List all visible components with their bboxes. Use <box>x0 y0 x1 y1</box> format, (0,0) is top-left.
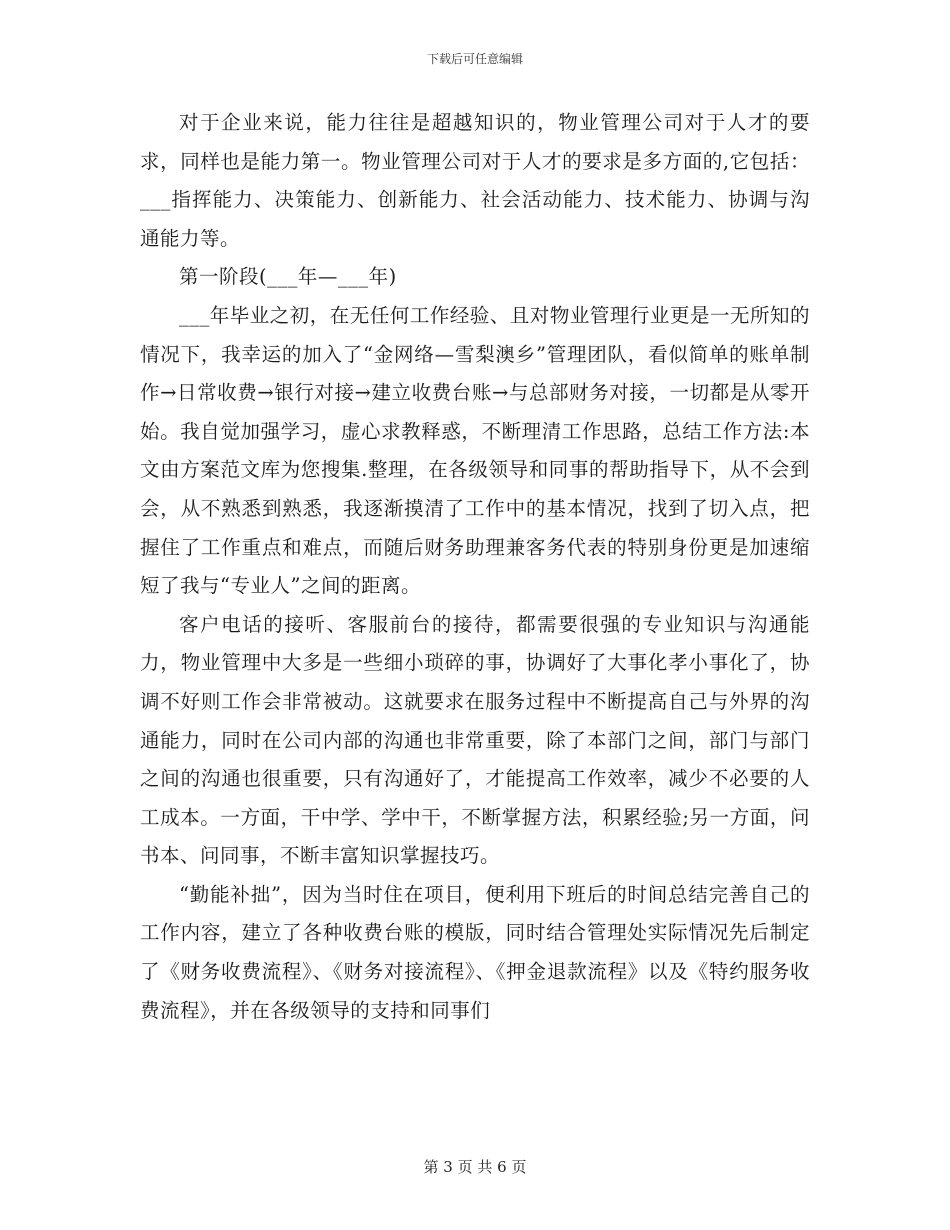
paragraph-communication: 客户电话的接听、客服前台的接待，都需要很强的专业知识与沟通能力，物业管理中大多是一些细小琐碎的事，协调好了大事化孝小事化了，协调不好则工作会非常被动。这就要求在服务过程中不断提高自己与外界的沟通能力，同时在公司内部的沟通也非常重要，除了本部门之间，部门与部门之间的沟通也很重要，只有沟通好了，才能提高工作效率，减少不必要的人工成本。一方面，干中学、学中干，不断掌握方法，积累经验;另一方面，问书本、问同事，不断丰富知识掌握技巧。 <box>140 612 810 868</box>
paragraph-intro: 对于企业来说，能力往往是超越知识的，物业管理公司对于人才的要求，同样也是能力第一。物业管理公司对于人才的要求是多方面的,它包括：___指挥能力、决策能力、创新能力、社会活动能力、技术能力、协调与沟通能力等。 <box>140 111 810 250</box>
page-header: 下载后可任意编辑 <box>426 52 523 66</box>
paragraph-graduation: ___年毕业之初，在无任何工作经验、且对物业管理行业更是一无所知的情况下，我幸运的加入了“金网络—雪梨澳乡”管理团队，看似简单的账单制作→日常收费→银行对接→建立收费台账→与总部财务对接，一切都是从零开始。我自觉加强学习，虚心求教释惑，不断理清工作思路，总结工作方法:本文由方案范文库为您搜集.整理，在各级领导和同事的帮助指导下，从不会到会，从不熟悉到熟悉，我逐渐摸清了工作中的基本情况，找到了切入点，把握住了工作重点和难点，而随后财务助理兼客务代表的特别身份更是加速缩短了我与“专业人”之间的距离。 <box>140 303 810 598</box>
page-footer: 第 3 页 共 6 页 <box>423 1158 527 1176</box>
paragraph-stage-heading: 第一阶段(___年—___年) <box>179 265 397 289</box>
paragraph-diligence: “勤能补拙”，因为当时住在项目，便利用下班后的时间总结完善自己的工作内容，建立了各种收费台账的模版，同时结合管理处实际情况先后制定了《财务收费流程》、《财务对接流程》、《押金退款流程》以及《特约服务收费流程》，并在各级领导的支持和同事们 <box>140 882 810 1022</box>
document-body <box>140 104 810 1030</box>
